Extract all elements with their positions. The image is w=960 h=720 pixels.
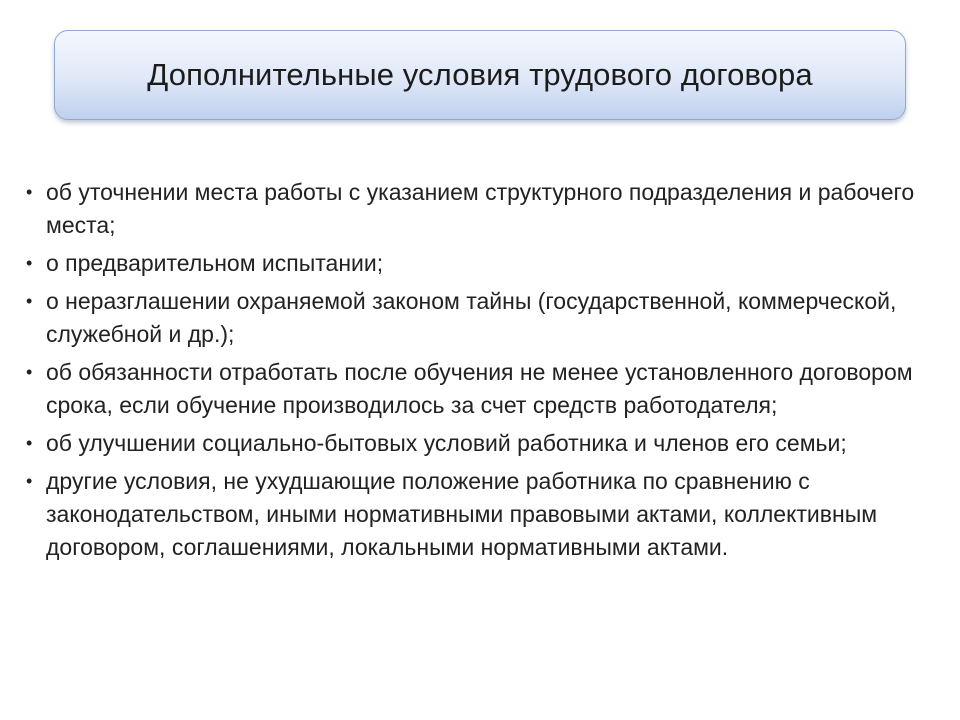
bullet-text: о предварительном испытании; (46, 250, 384, 276)
bullet-dot-icon: • (26, 433, 33, 453)
bullet-dot-icon: • (26, 362, 33, 382)
bullet-item (24, 285, 930, 351)
bullet-text: об обязанности отработать после обучения не менее установленного договором срока, если обучение производилось за счет средств работодателя; (46, 359, 913, 418)
bullet-item (24, 247, 930, 280)
bullet-item (24, 176, 930, 242)
bullet-dot-icon: • (26, 253, 33, 273)
bullet-dot-icon: • (26, 291, 33, 311)
bullet-item (24, 356, 930, 422)
bullet-text: об улучшении социально-бытовых условий работника и членов его семьи; (46, 430, 847, 456)
slide-title: Дополнительные условия трудового договора (147, 57, 813, 92)
bullet-text: об уточнении места работы с указанием структурного подразделения и рабочего места; (46, 179, 915, 238)
bullet-item (24, 427, 930, 460)
bullet-item (24, 465, 930, 564)
bullet-list (24, 176, 930, 569)
bullet-text: другие условия, не ухудшающие положение работника по сравнению с законодательством, иными нормативными правовыми актами, коллективным договором, соглашениями, локальными нормативными актами. (46, 468, 878, 560)
bullet-dot-icon: • (26, 471, 33, 491)
title-box (54, 30, 906, 120)
bullet-dot-icon: • (26, 182, 33, 202)
bullet-text: о неразглашении охраняемой законом тайны (государственной, коммерческой, служебной и др.); (46, 288, 897, 347)
